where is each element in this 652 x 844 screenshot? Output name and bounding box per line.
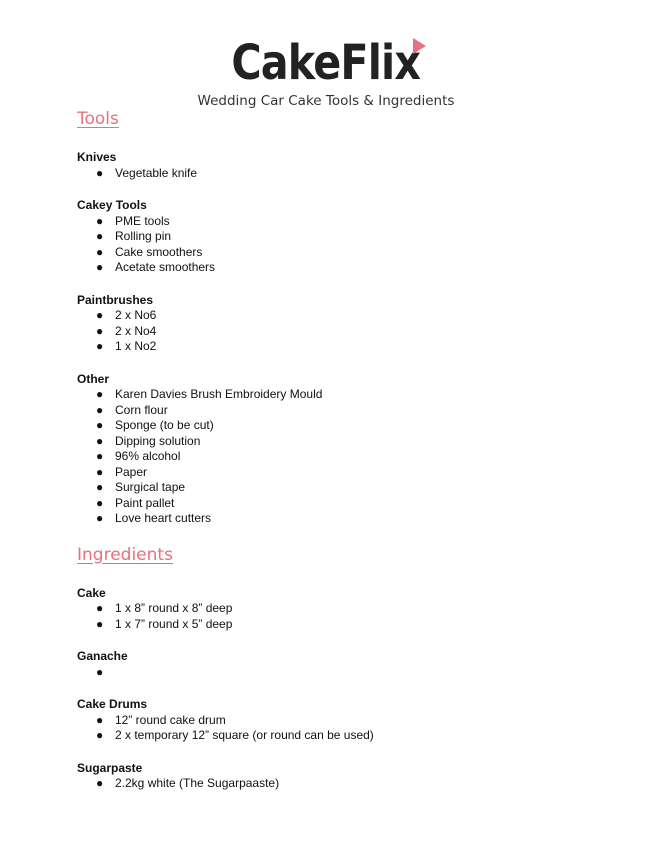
item-list bbox=[77, 776, 637, 792]
group-heading: Cake Drums bbox=[77, 697, 148, 711]
item-list bbox=[77, 601, 637, 632]
list-item: ● 1 x 7” round x 5” deep bbox=[96, 616, 233, 631]
list-item: ● Acetate smoothers bbox=[96, 260, 216, 274]
bullet-icon: ● bbox=[96, 728, 104, 742]
group-heading: Knives bbox=[77, 150, 117, 164]
bullet-icon: ● bbox=[96, 664, 104, 679]
list-item: ● Cake smoothers bbox=[96, 244, 203, 259]
document-body bbox=[77, 108, 637, 809]
list-item: ● 12” round cake drum bbox=[96, 712, 226, 727]
item-list bbox=[77, 166, 637, 182]
list-item: ● Sponge (to be cut) bbox=[96, 418, 214, 432]
bullet-icon: ● bbox=[96, 712, 104, 727]
list-item: ● 2.2kg white (The Sugarpaaste) bbox=[96, 776, 280, 790]
list-item: ● Paper bbox=[96, 464, 148, 479]
group-other bbox=[77, 372, 637, 527]
bullet-icon: ● bbox=[96, 601, 104, 615]
list-item: ● 1 x 8” round x 8” deep bbox=[96, 601, 233, 615]
bullet-icon: ● bbox=[96, 464, 104, 479]
bullet-icon: ● bbox=[96, 616, 104, 631]
group-heading: Cakey Tools bbox=[77, 198, 147, 212]
item-list bbox=[77, 713, 637, 744]
group-heading: Ganache bbox=[77, 649, 128, 663]
group-heading: Cake bbox=[77, 585, 106, 600]
section-tools bbox=[77, 108, 637, 527]
item-list bbox=[77, 665, 637, 681]
list-item: ● Karen Davies Brush Embroidery Mould bbox=[96, 387, 323, 401]
group-cakey-tools bbox=[77, 198, 637, 276]
list-item: ● Corn flour bbox=[96, 402, 168, 417]
bullet-icon: ● bbox=[96, 165, 104, 180]
bullet-icon: ● bbox=[96, 402, 104, 417]
list-item: ● Love heart cutters bbox=[96, 511, 212, 525]
item-list bbox=[77, 308, 637, 355]
logo-text: CakeFlix bbox=[231, 35, 421, 91]
list-item: ● Rolling pin bbox=[96, 229, 172, 243]
list-item: ● 2 x temporary 12” square (or round can be used) bbox=[96, 728, 374, 742]
section-ingredients bbox=[77, 544, 637, 792]
bullet-icon: ● bbox=[96, 449, 104, 463]
bullet-icon: ● bbox=[96, 323, 104, 338]
bullet-icon: ● bbox=[96, 339, 104, 353]
list-item: ● Vegetable knife bbox=[96, 165, 198, 180]
bullet-icon: ● bbox=[96, 308, 104, 322]
group-paintbrushes bbox=[77, 293, 637, 355]
bullet-icon: ● bbox=[96, 511, 104, 525]
list-item: ● 2 x No6 bbox=[96, 308, 157, 322]
document-subtitle: Wedding Car Cake Tools & Ingredients bbox=[197, 93, 455, 109]
list-item: ● PME tools bbox=[96, 213, 170, 228]
list-item: ● Surgical tape bbox=[96, 480, 186, 494]
list-item: ● 96% alcohol bbox=[96, 449, 181, 463]
logo bbox=[0, 36, 652, 90]
group-heading: Paintbrushes bbox=[77, 292, 154, 307]
list-item: ● Dipping solution bbox=[96, 433, 201, 448]
bullet-icon: ● bbox=[96, 480, 104, 494]
play-icon bbox=[413, 38, 426, 54]
item-list bbox=[77, 214, 637, 276]
group-sugarpaste bbox=[77, 761, 637, 792]
list-item: ● 2 x No4 bbox=[96, 323, 157, 338]
list-item: ● Paint pallet bbox=[96, 495, 175, 510]
group-heading: Other bbox=[77, 371, 110, 386]
item-list bbox=[77, 387, 637, 527]
section-title: Ingredients bbox=[77, 544, 173, 565]
bullet-icon: ● bbox=[96, 213, 104, 228]
group-cake bbox=[77, 586, 637, 633]
bullet-icon: ● bbox=[96, 433, 104, 448]
bullet-icon: ● bbox=[96, 495, 104, 510]
bullet-icon: ● bbox=[96, 229, 104, 243]
bullet-icon: ● bbox=[96, 244, 104, 259]
list-item: ● 1 x No2 bbox=[96, 339, 157, 353]
bullet-icon: ● bbox=[96, 387, 104, 401]
bullet-icon: ● bbox=[96, 418, 104, 432]
group-heading: Sugarpaste bbox=[77, 760, 143, 775]
group-ganache bbox=[77, 649, 637, 680]
bullet-icon: ● bbox=[96, 260, 104, 274]
group-cake-drums bbox=[77, 697, 637, 744]
section-title: Tools bbox=[77, 109, 119, 129]
list-item bbox=[77, 665, 637, 681]
bullet-icon: ● bbox=[96, 776, 104, 790]
group-knives bbox=[77, 150, 637, 181]
